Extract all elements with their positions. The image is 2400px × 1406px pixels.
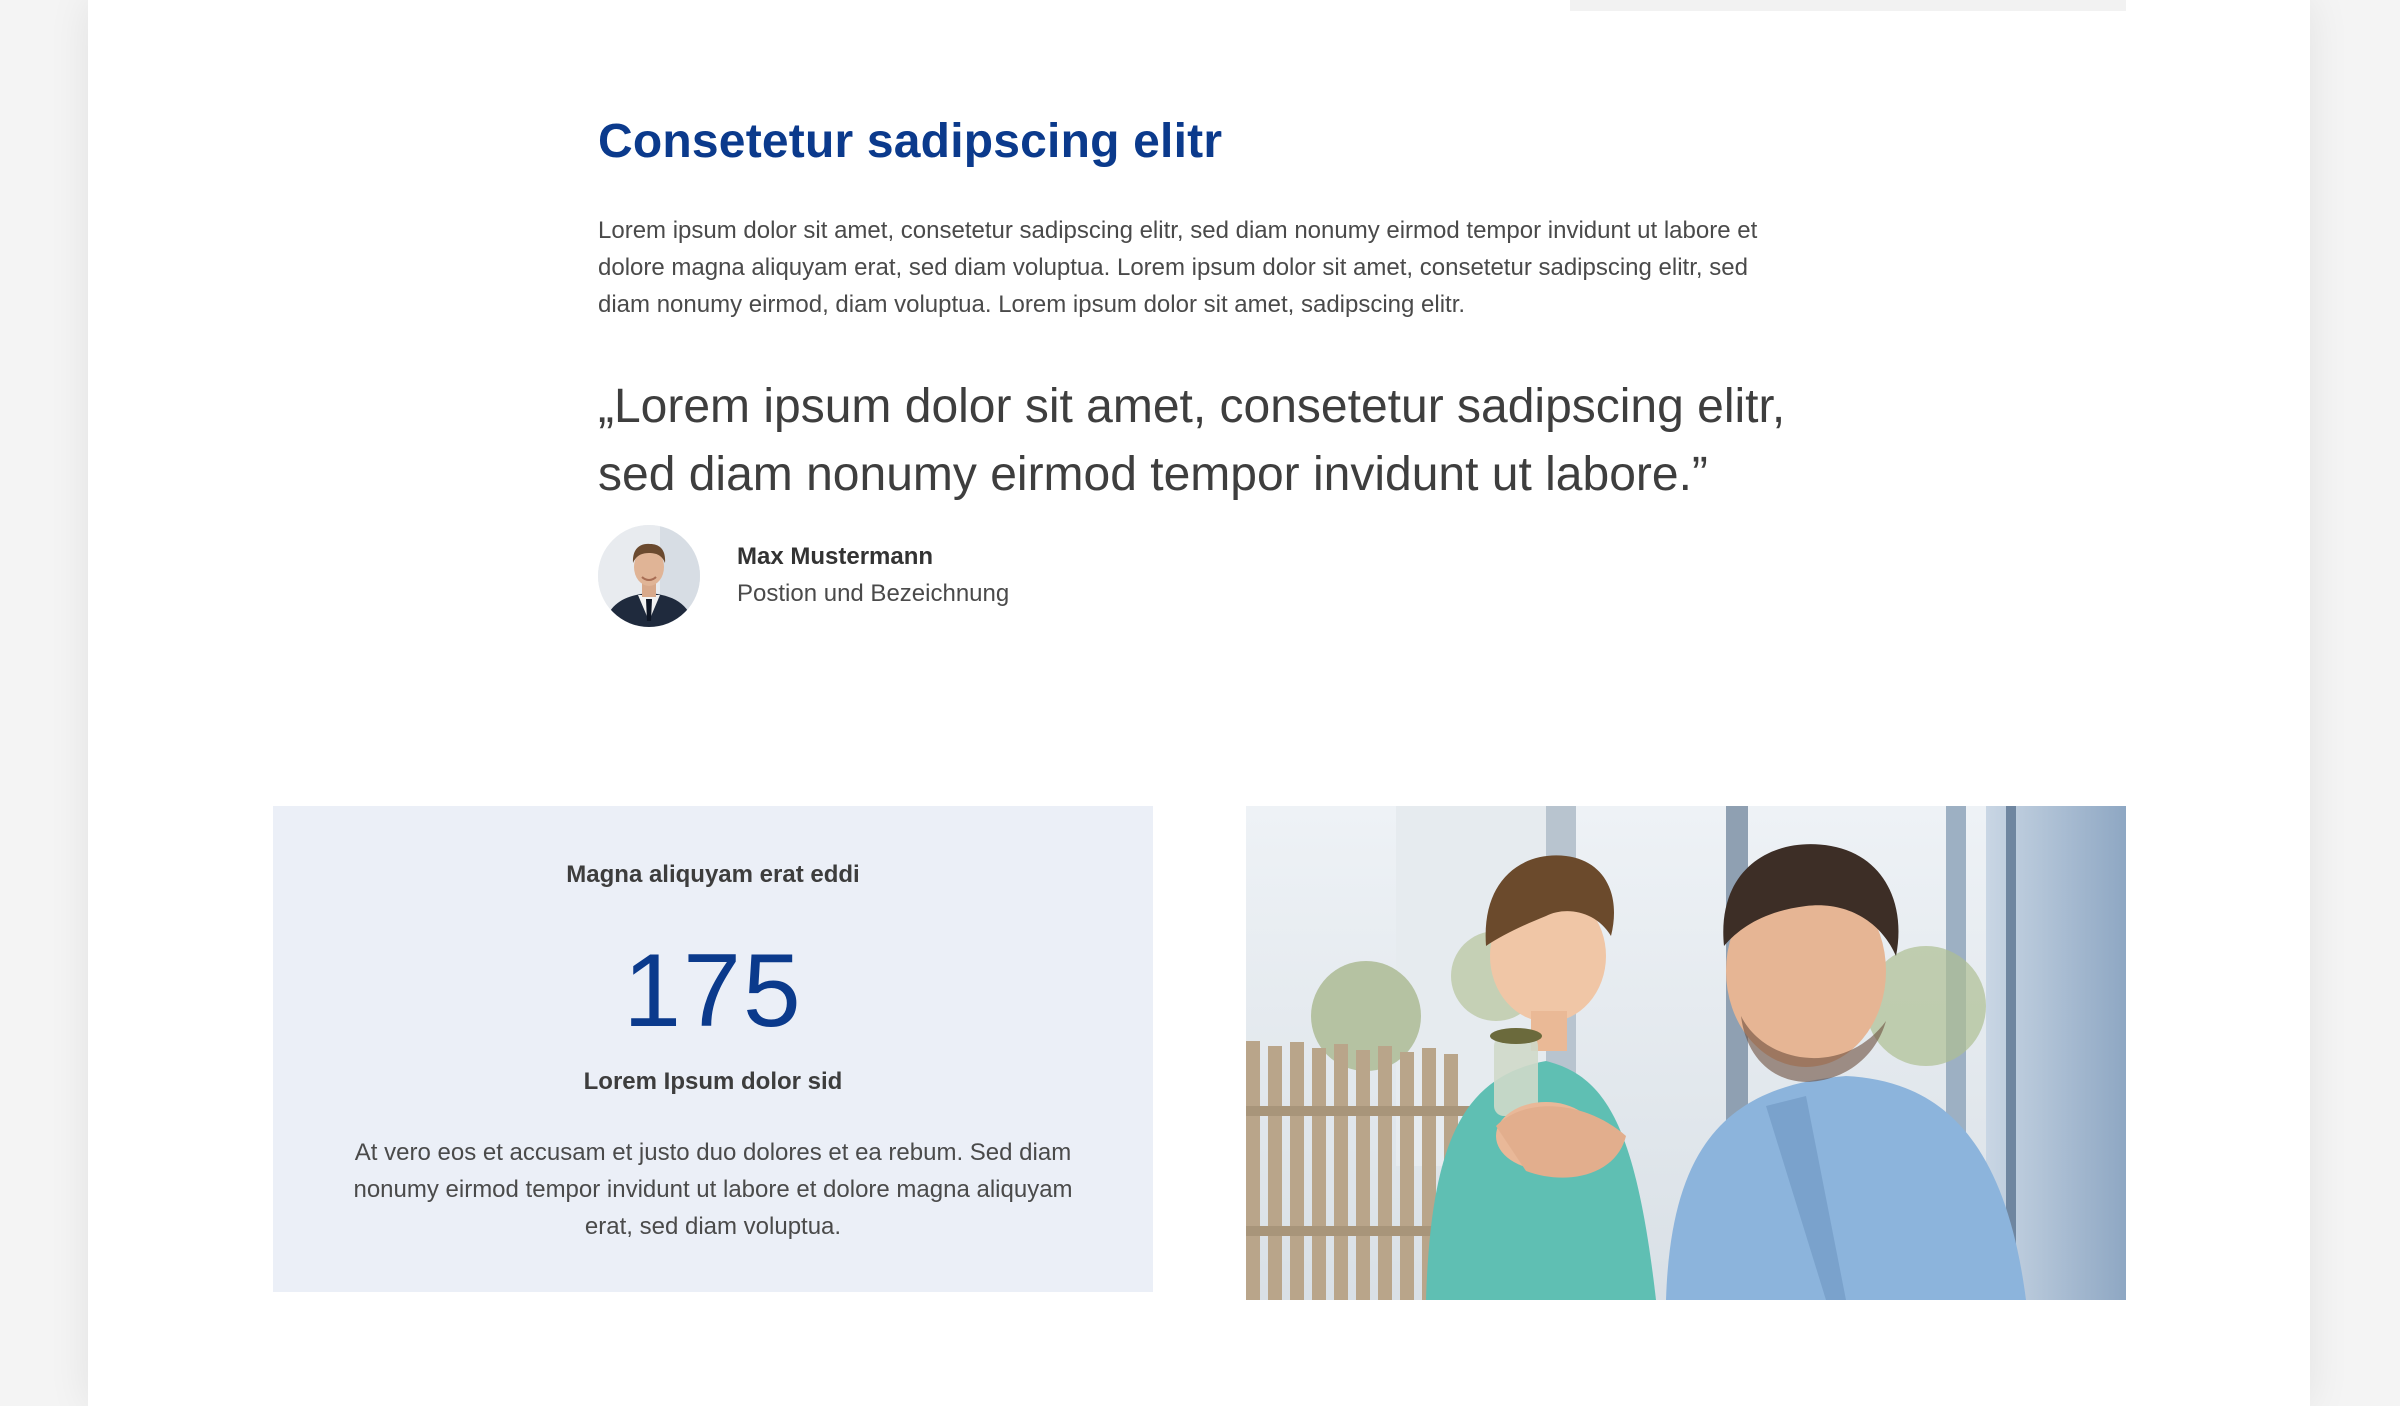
stat-card [273, 806, 1153, 1292]
photo-illustration [1246, 806, 2126, 1300]
avatar [598, 525, 700, 627]
father-son-photo [1246, 806, 2126, 1300]
stat-number: 175 [623, 933, 803, 1049]
author-name: Max Mustermann [737, 543, 934, 570]
author-role: Postion und Bezeichnung [737, 580, 1010, 607]
avatar-portrait [598, 525, 700, 627]
quote-author [598, 525, 1798, 627]
article-section [598, 110, 1798, 627]
article-headline: Consetetur sadipscing elitr [598, 115, 1223, 168]
pull-quote: „Lorem ipsum dolor sit amet, consetetur sadipscing elitr, sed diam nonumy eirmod tempor invidunt ut labore.” [598, 380, 1786, 501]
stat-description: At vero eos et accusam et justo duo dolores et ea rebum. Sed diam nonumy eirmod tempor invidunt ut labore et dolore magna aliquyam erat, sed diam voluptua. [353, 1139, 1073, 1240]
stat-subtitle: Lorem Ipsum dolor sid [583, 1068, 843, 1095]
article-intro: Lorem ipsum dolor sit amet, consetetur sadipscing elitr, sed diam nonumy eirmod tempor invidunt ut labore et dolore magna aliquyam erat, sed diam voluptua. Lorem ipsum dolor sit amet, consetetur sadipscing elitr, sed diam nonumy eirmod, diam voluptua. Lorem ipsum dolor sit amet, sadipscing elitr. [598, 217, 1758, 318]
author-info [737, 539, 1009, 613]
page-container [88, 0, 2310, 1406]
top-strip [1570, 0, 2126, 11]
stat-label: Magna aliquyam erat eddi [566, 861, 860, 888]
